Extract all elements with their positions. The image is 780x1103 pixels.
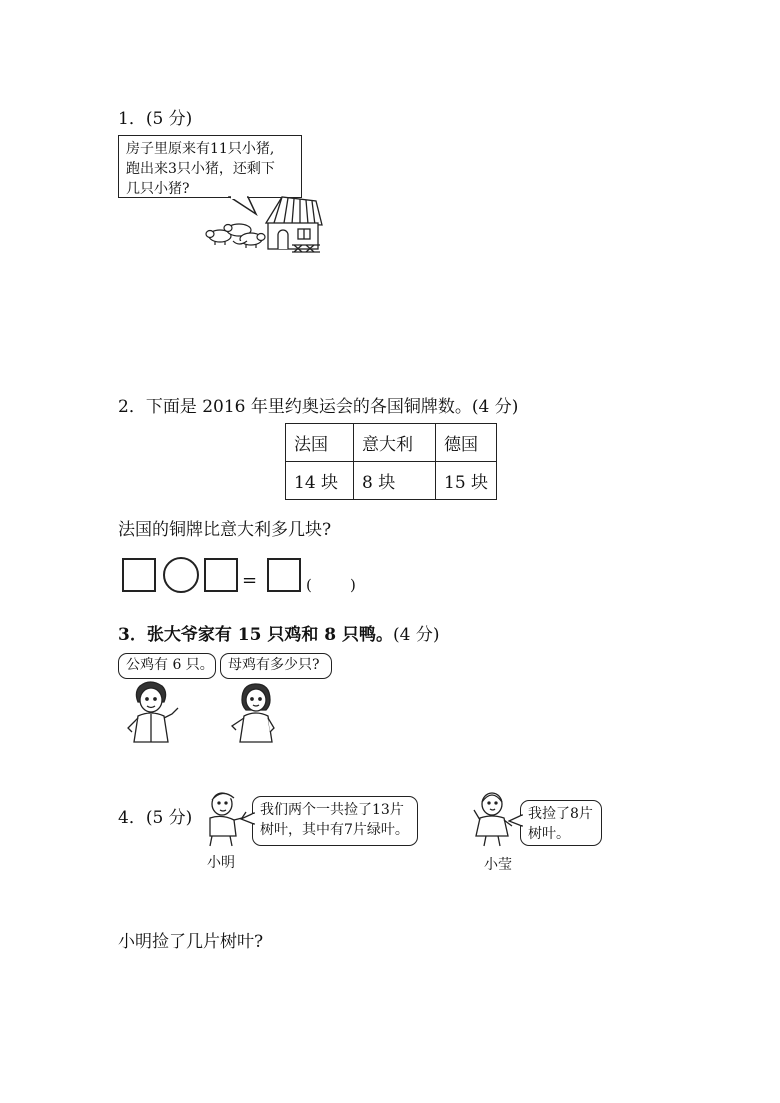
xiaoming-bubble-line-2: 树叶，其中有7片绿叶。 (260, 822, 409, 838)
q4-number: 4． (118, 808, 146, 828)
q2-score: (4 分) (471, 397, 519, 417)
xiaoying-bubble-line-2: 树叶。 (528, 826, 570, 842)
q3-score: (4 分) (393, 625, 440, 645)
table-row (286, 462, 497, 500)
answer-box-1[interactable] (122, 558, 156, 592)
table-header-italy: 意大利 (354, 424, 436, 462)
q1-heading (118, 104, 192, 129)
xiaoying-bubble-tail (508, 814, 524, 828)
q1-speech-bubble (118, 135, 302, 198)
q4-question: 小明捡了几片树叶? (118, 932, 264, 952)
q2-heading (118, 392, 518, 417)
medal-table (285, 423, 497, 500)
q3-boy-bubble (118, 653, 216, 679)
q2-question: 法国的铜牌比意大利多几块? (118, 520, 332, 540)
q2-number: 2． (118, 397, 146, 417)
xiaoying-bubble (520, 800, 602, 846)
q3-girl-bubble (220, 653, 332, 679)
xiaoming-name: 小明 (207, 855, 235, 871)
q3-text: 张大爷家有 15 只鸡和 8 只鸭。 (146, 625, 394, 645)
q1-score: (5 分) (145, 109, 193, 129)
q3-number: 3． (118, 625, 147, 645)
q1-number: 1． (118, 109, 146, 129)
table-header-germany: 德国 (436, 424, 497, 462)
table-header-france: 法国 (286, 424, 354, 462)
girl-illustration (226, 682, 284, 744)
xiaoming-bubble-line-1: 我们两个一共捡了13片 (260, 802, 404, 818)
q4-score: (5 分) (145, 808, 193, 828)
operator-circle[interactable] (163, 557, 199, 593)
q1-bubble-line-2: 跑出来3只小猪，还剩下 (126, 161, 275, 177)
q1-bubble-line-3: 几只小猪? (126, 181, 190, 197)
q3-heading (118, 620, 440, 645)
answer-box-2[interactable] (204, 558, 238, 592)
q2-text: 下面是 2016 年里约奥运会的各国铜牌数。 (145, 397, 472, 417)
q4-heading (118, 803, 192, 828)
xiaoying-name: 小莹 (484, 857, 512, 873)
table-value-italy: 8 块 (354, 462, 436, 500)
unit-parentheses[interactable]: ( ) (306, 576, 356, 594)
table-value-germany: 15 块 (436, 462, 497, 500)
answer-box-result[interactable] (267, 558, 301, 592)
table-row (286, 424, 497, 462)
boy-illustration (122, 680, 180, 744)
q3-girl-bubble-text: 母鸡有多少只? (228, 657, 320, 673)
xiaoming-bubble (252, 796, 418, 846)
table-value-france: 14 块 (286, 462, 354, 500)
pigs-illustration (205, 212, 267, 250)
q1-bubble-line-1: 房子里原来有11只小猪, (126, 141, 275, 157)
q3-boy-bubble-text: 公鸡有 6 只。 (126, 657, 214, 673)
xiaoming-bubble-tail (240, 812, 256, 826)
xiaoying-bubble-line-1: 我捡了8片 (528, 806, 593, 822)
house-illustration (262, 195, 324, 255)
equals-sign: = (242, 570, 258, 591)
